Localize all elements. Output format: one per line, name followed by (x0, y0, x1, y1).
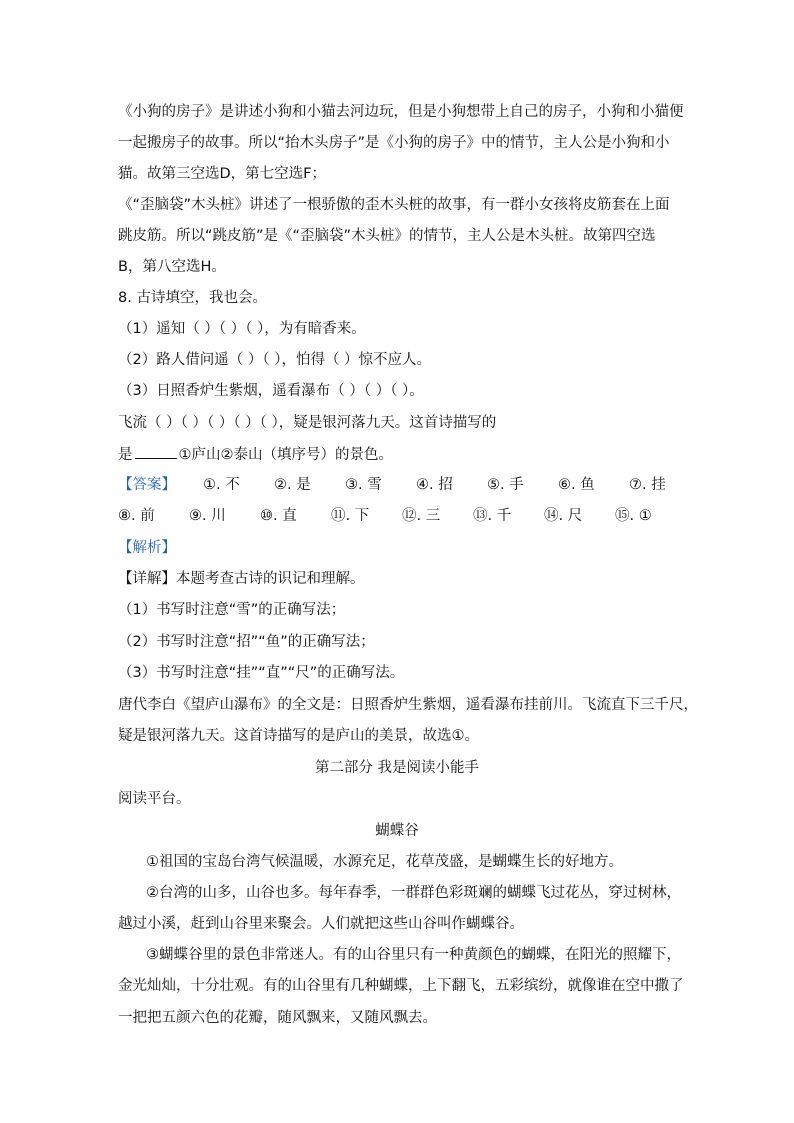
question-8-item-3: （3）日照香炉生紫烟，遥看瀑布（ ）（ ）（ ）。 (118, 383, 424, 399)
explanation-line-5: 跳皮筋。所以“跳皮筋”是《“歪脑袋”木头桩》的情节，主人公是木头桩。故第四空选 (118, 228, 656, 244)
answer-item: ⑮. ① (615, 508, 652, 524)
answer-item: ⑧. 前 (118, 508, 155, 524)
fill-suffix: ①庐山②泰山（填序号）的景色。 (178, 447, 393, 463)
answer-item: ⑨. 川 (189, 508, 226, 524)
passage-paragraph-2-line-1: ②台湾的山多，山谷也多。每年春季，一群群色彩斑斓的蝴蝶飞过花丛，穿过树林， (146, 885, 681, 901)
passage-paragraph-3-line-1: ③蝴蝶谷里的景色非常迷人。有的山谷里只有一种黄颜色的蝴蝶，在阳光的照耀下， (146, 947, 681, 963)
question-8-item-3-line-3 (118, 444, 393, 465)
fill-prefix: 是 (118, 447, 133, 463)
reading-platform-label: 阅读平台。 (118, 791, 191, 807)
question-8-item-1: （1）遥知（ ）（ ）（ ），为有暗香来。 (118, 321, 366, 337)
answer-item: ⑭. 尺 (544, 508, 583, 524)
explanation-line-1: 《小狗的房子》是讲述小狗和小猫去河边玩，但是小狗想带上自己的房子，小狗和小猫便 (118, 104, 684, 120)
answer-row-2 (118, 506, 698, 526)
answer-item: ⑦. 挂 (629, 477, 666, 493)
question-8-item-3-line-2: 飞流（ ）（ ）（ ）（ ）（ ），疑是银河落九天。这首诗描写的 (118, 415, 497, 431)
analysis-detail-3: （2）书写时注意“招”“鱼”的正确写法； (118, 634, 375, 650)
answer-item: ⑫. 三 (402, 508, 441, 524)
explanation-line-6: B，第八空选H。 (118, 259, 226, 275)
explanation-line-3: 猫。故第三空选D，第七空选F； (118, 166, 327, 182)
answer-item: ⑥. 鱼 (558, 477, 595, 493)
answer-item: ③. 雪 (345, 477, 382, 493)
question-8-title: 8. 古诗填空，我也会。 (118, 290, 267, 306)
answer-row-1 (118, 475, 698, 495)
part-2-heading: 第二部分 我是阅读小能手 (314, 760, 480, 776)
analysis-detail-4: （3）书写时注意“挂”“直”“尺”的正确写法。 (118, 665, 405, 681)
passage-title: 蝴蝶谷 (375, 823, 419, 839)
answer-item: ②. 是 (274, 477, 311, 493)
question-8-item-2: （2）路人借问遥（ ）（ ），怕得（ ）惊不应人。 (118, 352, 432, 368)
passage-paragraph-2-line-2: 越过小溪，赶到山谷里来聚会。人们就把这些山谷叫作蝴蝶谷。 (118, 916, 524, 932)
answer-item: ⑬. 千 (473, 508, 512, 524)
explanation-line-4: 《“歪脑袋”木头桩》讲述了一根骄傲的歪木头桩的故事，有一群小女孩将皮筋套在上面 (118, 197, 670, 213)
answer-item: ⑤. 手 (487, 477, 524, 493)
analysis-detail-6: 疑是银河落九天。这首诗描写的是庐山的美景，故选①。 (118, 728, 479, 744)
analysis-detail-2: （1）书写时注意“雪”的正确写法； (118, 602, 346, 618)
fill-blank (135, 444, 177, 459)
answer-item: ④. 招 (416, 477, 453, 493)
passage-paragraph-3-line-2: 金光灿灿，十分壮观。有的山谷里有几种蝴蝶，上下翻飞，五彩缤纷，就像谁在空中撒了 (118, 978, 684, 994)
analysis-detail-1: 【详解】本题考查古诗的识记和理解。 (118, 571, 365, 587)
answer-item: ⑩. 直 (260, 508, 297, 524)
analysis-detail-5: 唐代李白《望庐山瀑布》的全文是：日照香炉生紫烟，遥看瀑布挂前川。飞流直下三千尺， (118, 697, 698, 713)
passage-paragraph-1: ①祖国的宝岛台湾气候温暖，水源充足，花草茂盛，是蝴蝶生长的好地方。 (146, 854, 623, 870)
analysis-label: 【解析】 (118, 540, 176, 556)
answer-item: ⑪. 下 (331, 508, 370, 524)
passage-paragraph-3-line-3: 一把把五颜六色的花瓣，随风飘来，又随风飘去。 (118, 1010, 437, 1026)
answer-label: 【答案】 (118, 477, 176, 493)
answer-item: ①. 不 (203, 477, 240, 493)
explanation-line-2: 一起搬房子的故事。所以“抬木头房子”是《小狗的房子》中的情节，主人公是小狗和小 (118, 135, 670, 151)
